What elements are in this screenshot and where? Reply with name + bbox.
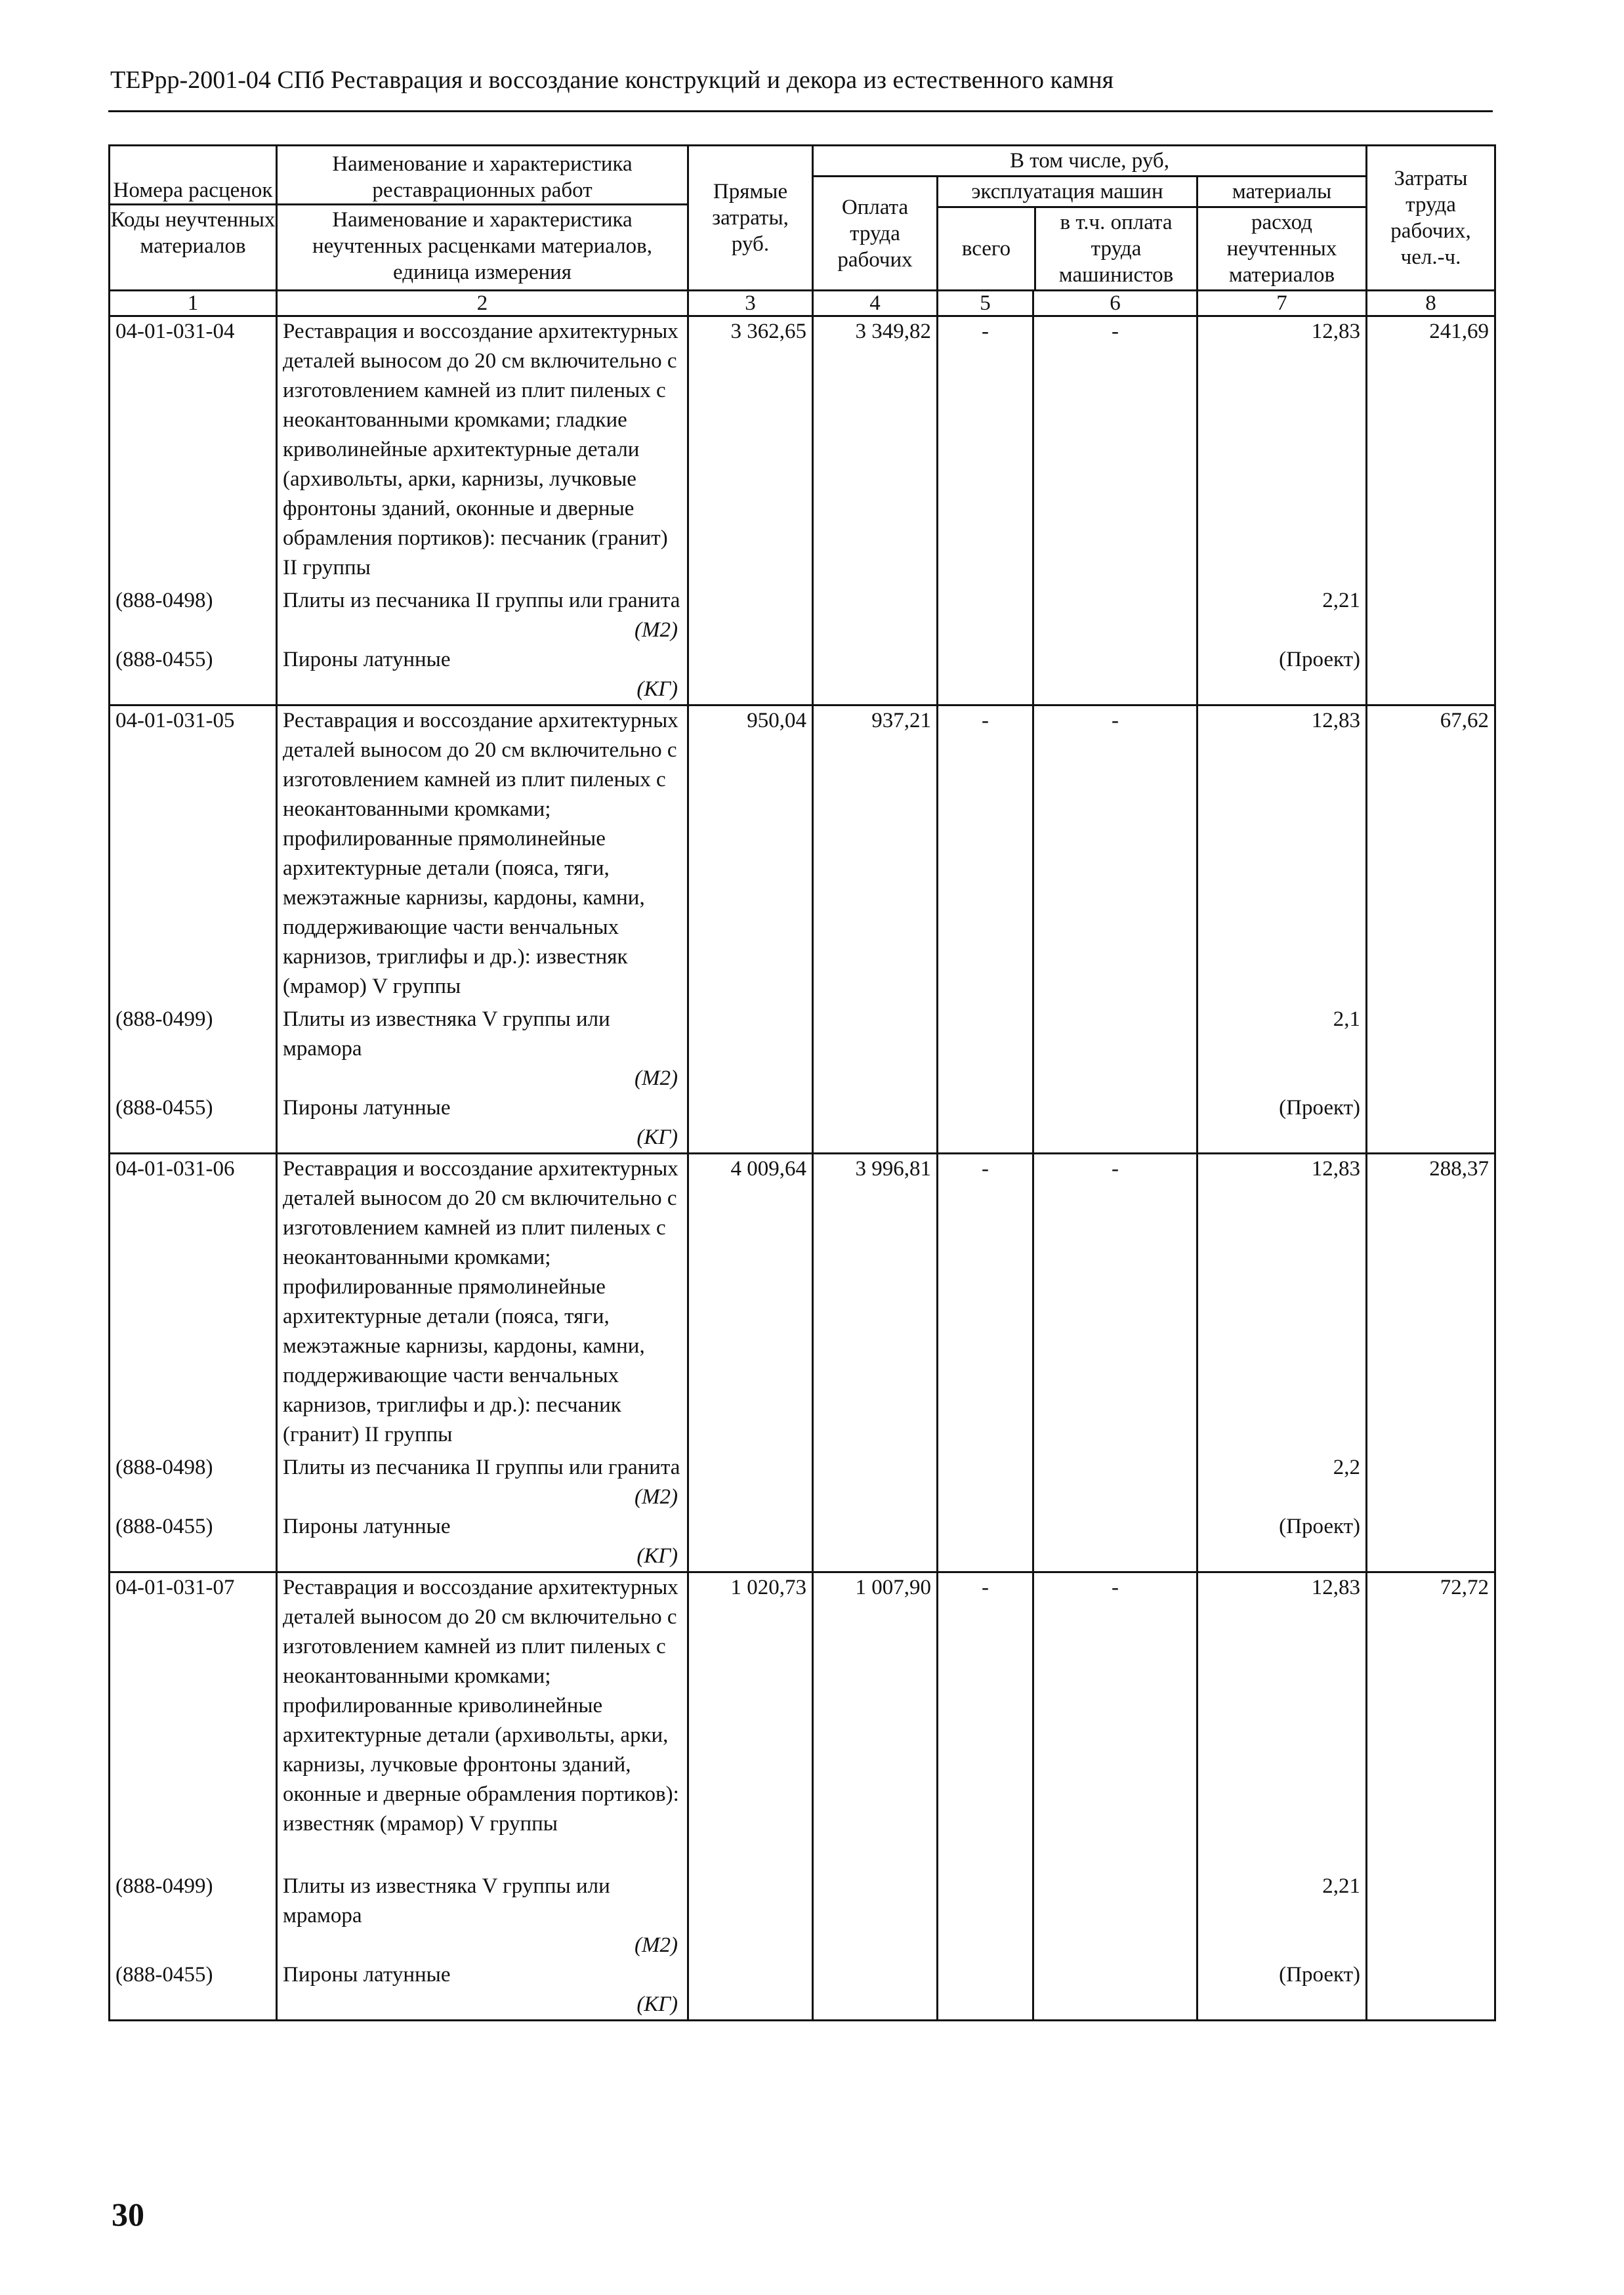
table-row [110,1154,1495,1454]
header-labor-hours: Затраты труда рабочих, чел.-ч. [1367,146,1495,291]
material-cell [277,1453,688,1512]
price-table [108,144,1496,2021]
material-cell [277,586,688,645]
material-unit: (М2) [635,1933,678,1957]
table-row [110,1005,1495,1093]
item-direct-costs: 4 009,64 [688,1154,813,1454]
header-machines-total: всего [938,208,1036,289]
material-qty: 2,21 [1197,1872,1367,1960]
material-name: Плиты из песчаника II группы или гранита [283,589,680,612]
item-description: Реставрация и воссоздание архитектурных деталей выносом до 20 см включительно с изготовлением камней из плит пиленых с неокантованными кромками; гладкие криволинейные архитектурные детали (архивольты, арки, карнизы, лучковые фронтоны зданий, оконные и дверные обрамления портиков): песчаник (гранит) II группы [277,316,688,587]
col-num-8: 8 [1367,291,1495,316]
header-materials-consumption: расход неучтенных материалов [1226,211,1337,287]
item-machines-operators: - [1033,1572,1197,1872]
material-unit: (М2) [635,1485,678,1509]
col-num-6: 6 [1033,291,1197,316]
header-materials-label: материалы [1198,177,1365,208]
col-num-5: 5 [938,291,1033,316]
material-code: (888-0498) [110,586,277,645]
material-name: Пироны латунные [283,1963,451,1987]
table-row [110,1960,1495,2021]
header-names-top: Наименование и характеристика реставрационных работ [332,152,633,202]
material-name: Пироны латунные [283,648,451,671]
col-num-7: 7 [1197,291,1367,316]
item-direct-costs: 3 362,65 [688,316,813,587]
material-qty: 2,2 [1197,1453,1367,1512]
material-name: Пироны латунные [283,1096,451,1120]
header-codes-bottom: Коды неучтенных материалов [110,203,276,259]
col-num-4: 4 [813,291,938,316]
material-code: (888-0498) [110,1453,277,1512]
material-name: Пироны латунные [283,1515,451,1538]
header-cell-codes [110,146,277,291]
material-code: (888-0499) [110,1005,277,1093]
item-labor-pay: 3 996,81 [813,1154,938,1454]
material-qty: (Проект) [1197,645,1367,705]
header-materials [1197,177,1367,291]
material-name: Плиты из песчаника II группы или гранита [283,1456,680,1479]
item-materials: 12,83 [1197,1154,1367,1454]
header-rule [108,110,1493,112]
item-machines-operators: - [1033,1154,1197,1454]
material-qty: 2,21 [1197,586,1367,645]
item-direct-costs: 950,04 [688,705,813,1005]
header-machines-operators: в т.ч. оплата труда машинистов [1058,211,1174,287]
header-codes-top: Номера расценок [113,178,273,202]
table-row [110,705,1495,1005]
material-cell [277,1960,688,2021]
item-labor-hours: 72,72 [1367,1572,1495,1872]
header-cell-names [277,146,688,291]
table-row [110,1872,1495,1960]
material-unit: (КГ) [636,677,678,701]
header-names-bottom: Наименование и характеристика неучтенных расценками материалов, единица измерения [278,203,687,285]
item-code: 04-01-031-06 [110,1154,277,1454]
item-machines-total: - [938,316,1033,587]
material-unit: (М2) [635,618,678,642]
item-materials: 12,83 [1197,1572,1367,1872]
material-unit: (М2) [635,1066,678,1090]
item-labor-pay: 3 349,82 [813,316,938,587]
item-description: Реставрация и воссоздание архитектурных деталей выносом до 20 см включительно с изготовлением камней из плит пиленых с неокантованными кромками; профилированные прямолинейные архитектурные детали (пояса, тяги, межэтажные карнизы, кардоны, камни, поддерживающие части венчальных карнизов, триглифы и др.): известняк (мрамор) V группы [277,705,688,1005]
col-num-1: 1 [110,291,277,316]
item-labor-pay: 1 007,90 [813,1572,938,1872]
item-code: 04-01-031-04 [110,316,277,587]
material-unit: (КГ) [636,1544,678,1568]
material-cell [277,1005,688,1093]
item-machines-total: - [938,705,1033,1005]
material-unit: (КГ) [636,1992,678,2016]
material-unit: (КГ) [636,1126,678,1149]
item-labor-pay: 937,21 [813,705,938,1005]
material-cell [277,645,688,705]
item-description: Реставрация и воссоздание архитектурных деталей выносом до 20 см включительно с изготовлением камней из плит пиленых с неокантованными кромками; профилированные криволинейные архитектурные детали (архивольты, арки, карнизы, лучковые фронтоны зданий, оконные и дверные обрамления портиков): известняк (мрамор) V группы [277,1572,688,1872]
item-code: 04-01-031-05 [110,705,277,1005]
header-direct-costs: Прямые затраты, руб. [688,146,813,291]
header-machines [938,177,1197,291]
table-body [110,316,1495,2021]
col-num-2: 2 [277,291,688,316]
material-code: (888-0455) [110,1512,277,1572]
item-description: Реставрация и воссоздание архитектурных деталей выносом до 20 см включительно с изготовлением камней из плит пиленых с неокантованными кромками; профилированные прямолинейные архитектурные детали (пояса, тяги, межэтажные карнизы, кардоны, камни, поддерживающие части венчальных карнизов, триглифы и др.): песчаник (гранит) II группы [277,1154,688,1454]
material-code: (888-0499) [110,1872,277,1960]
item-machines-total: - [938,1154,1033,1454]
material-qty: (Проект) [1197,1512,1367,1572]
header-machines-split [938,208,1196,289]
header-machines-label: эксплуатация машин [938,177,1196,208]
material-cell [277,1872,688,1960]
item-labor-hours: 241,69 [1367,316,1495,587]
item-labor-hours: 288,37 [1367,1154,1495,1454]
material-qty: 2,1 [1197,1005,1367,1093]
item-machines-operators: - [1033,316,1197,587]
material-code: (888-0455) [110,1093,277,1154]
table-row [110,645,1495,705]
item-materials: 12,83 [1197,705,1367,1005]
material-qty: (Проект) [1197,1093,1367,1154]
item-labor-hours: 67,62 [1367,705,1495,1005]
table-header-row [110,146,1495,177]
header-labor-pay: Оплата труда рабочих [813,177,938,291]
col-num-3: 3 [688,291,813,316]
table-row [110,586,1495,645]
item-machines-total: - [938,1572,1033,1872]
material-cell [277,1093,688,1154]
page-number: 30 [112,2196,144,2233]
page-header-title: ТЕРрр-2001-04 СПб Реставрация и воссоздание конструкций и декора из естественного камня [110,66,1114,94]
material-qty: (Проект) [1197,1960,1367,2021]
table-row [110,1572,1495,1872]
item-direct-costs: 1 020,73 [688,1572,813,1872]
header-including: В том числе, руб, [813,146,1367,177]
column-number-row [110,291,1495,316]
table-row [110,1512,1495,1572]
item-code: 04-01-031-07 [110,1572,277,1872]
table-row [110,316,1495,587]
item-materials: 12,83 [1197,316,1367,587]
material-code: (888-0455) [110,1960,277,2021]
material-code: (888-0455) [110,645,277,705]
table-row [110,1453,1495,1512]
material-name: Плиты из известняка V группы или мрамора [283,1007,610,1061]
table-row [110,1093,1495,1154]
material-name: Плиты из известняка V группы или мрамора [283,1874,610,1927]
item-machines-operators: - [1033,705,1197,1005]
material-cell [277,1512,688,1572]
